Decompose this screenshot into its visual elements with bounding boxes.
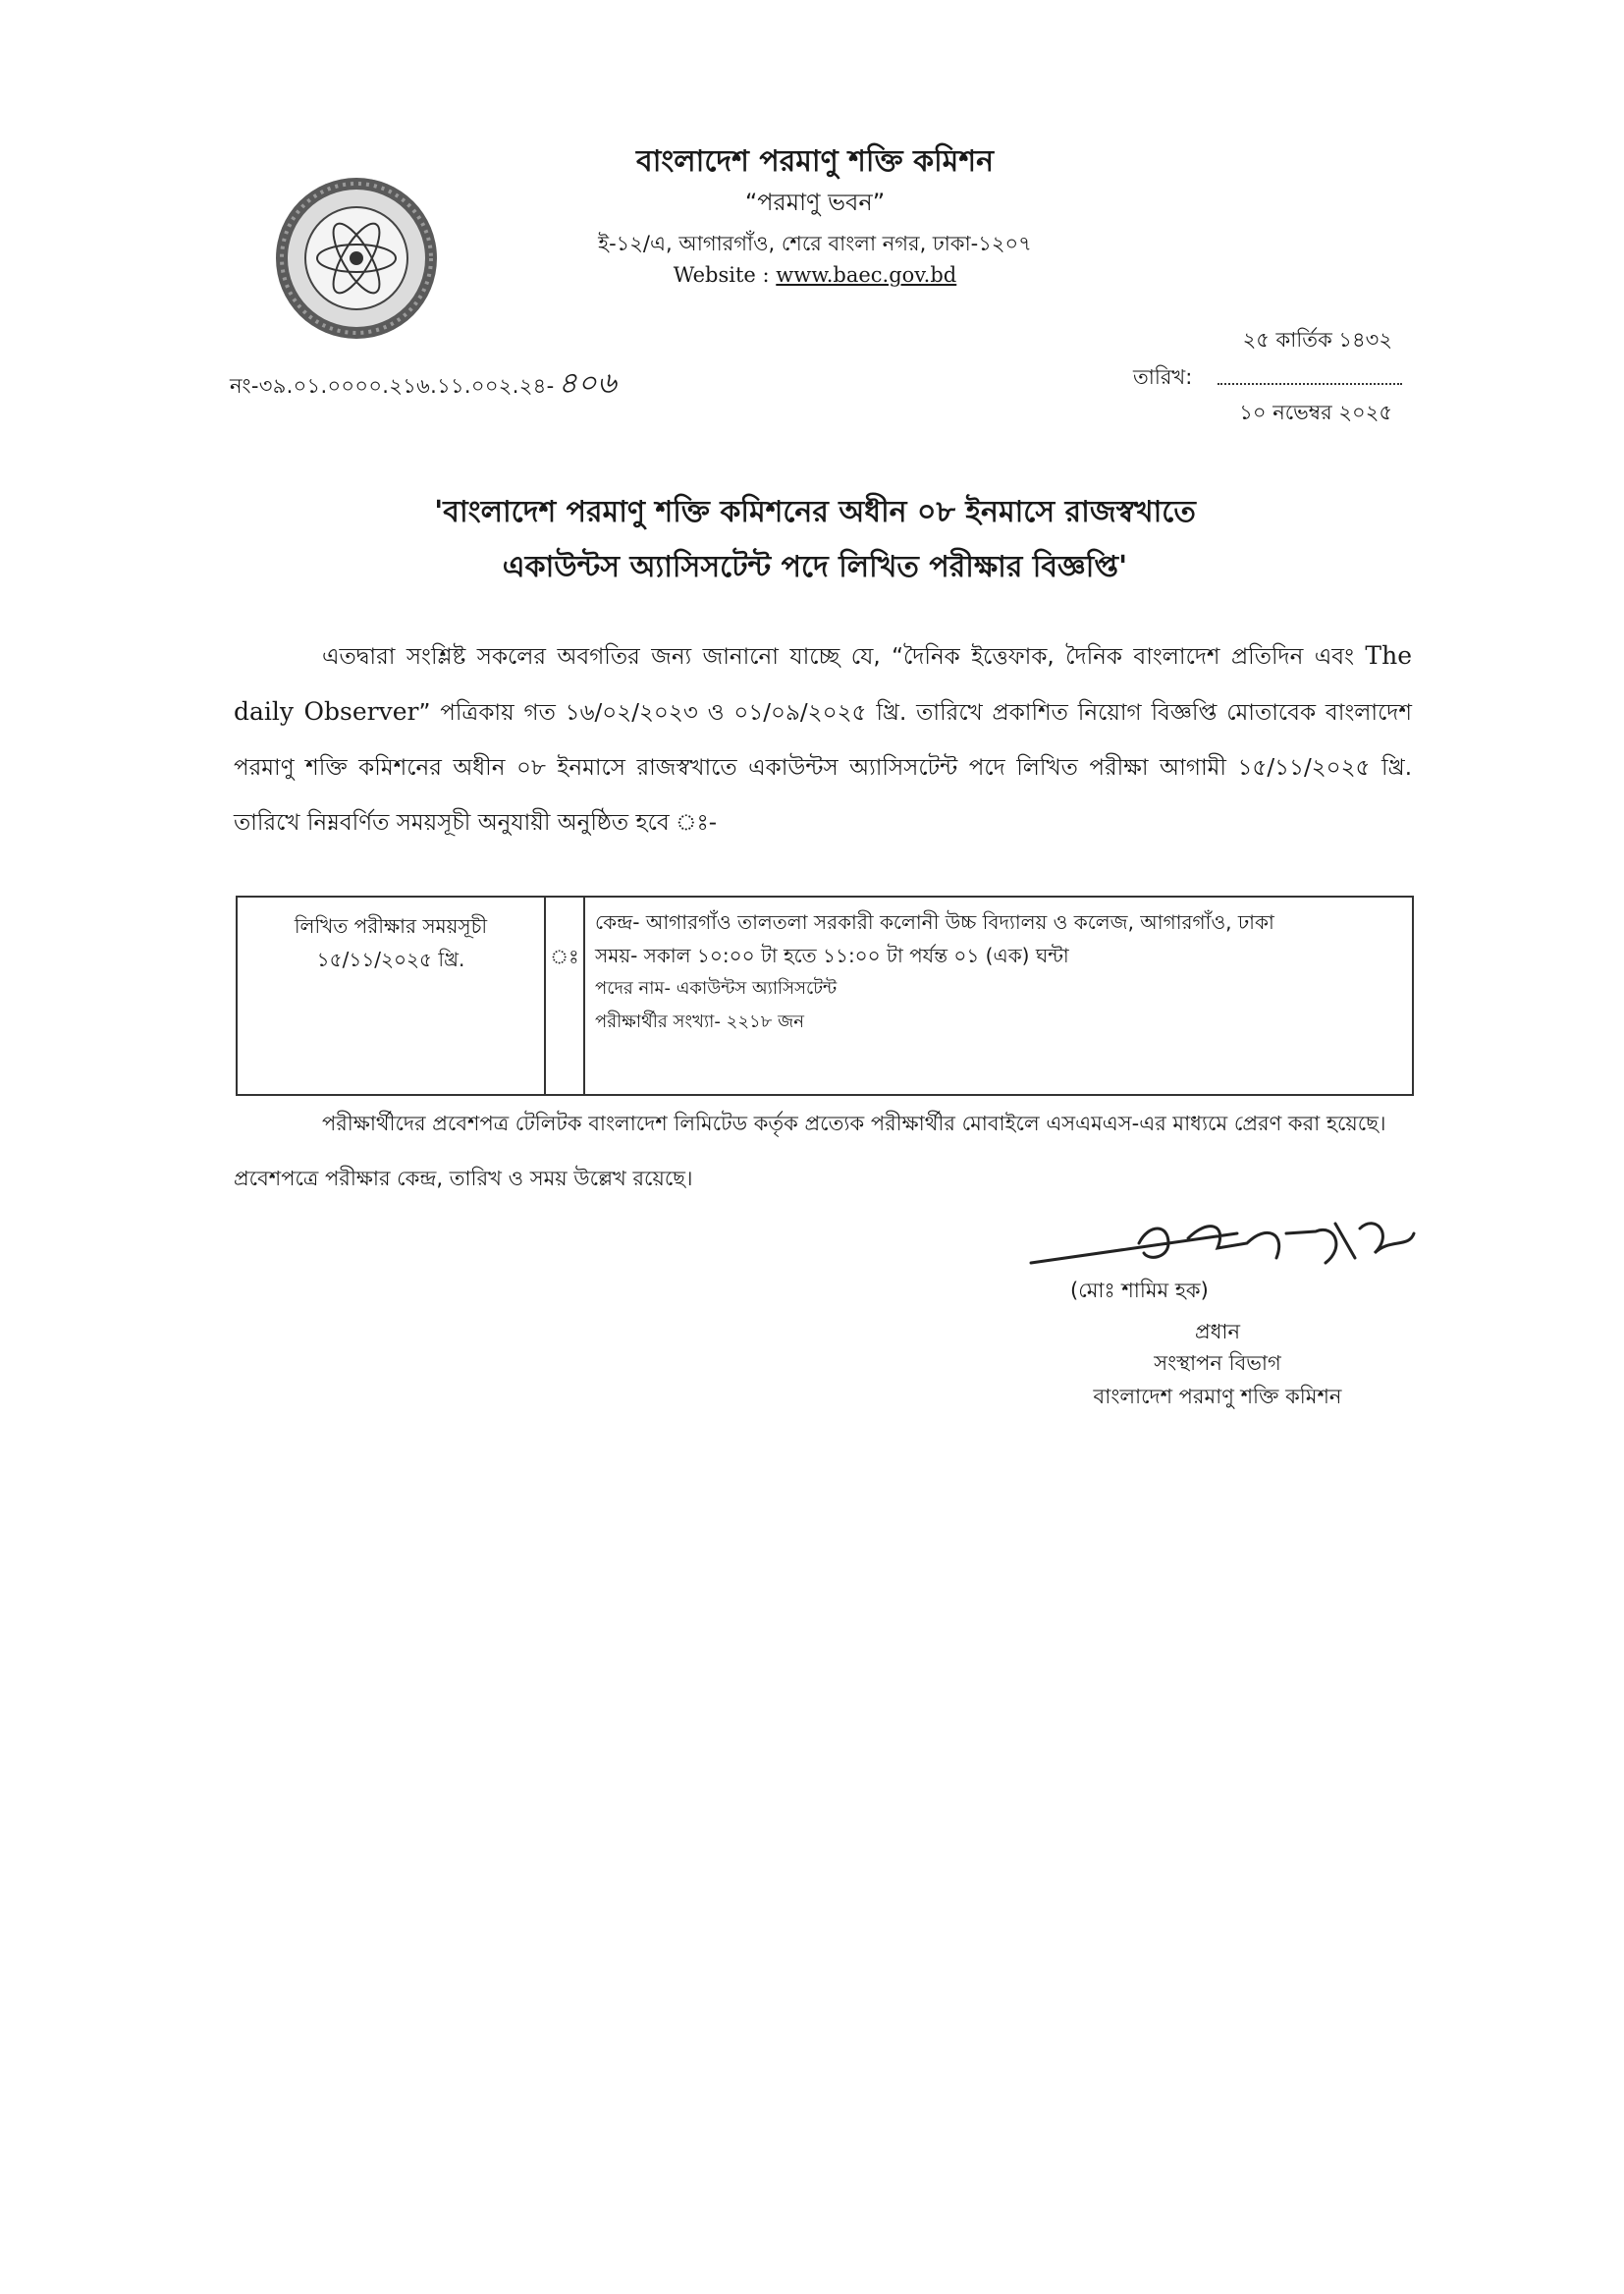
- memo-number-handwritten: ৪০৬: [558, 366, 617, 401]
- date-bangla: ২৫ কার্তিক ১৪৩২: [1242, 328, 1392, 352]
- notice-title-line-2: একাউন্টস অ্যাসিসটেন্ট পদে লিখিত পরীক্ষার বিজ্ঞপ্তি': [502, 550, 1128, 584]
- building-name: “পরমাণু ভবন”: [744, 189, 886, 216]
- date-dotted-line: [1218, 363, 1402, 385]
- schedule-label: লিখিত পরীক্ষার সময়সূচী: [294, 914, 488, 938]
- memo-number-text: নং-৩৯.০১.০০০০.২১৬.১১.০০২.২৪-: [230, 374, 555, 398]
- date-label: তারিখ:: [1133, 365, 1193, 389]
- date-english: ১০ নভেম্বর ২০২৫: [1239, 401, 1392, 424]
- website-line: [550, 263, 1080, 287]
- organization-name: বাংলাদেশ পরমাণু শক্তি কমিশন: [636, 144, 994, 179]
- baec-seal-logo: [273, 175, 440, 342]
- notice-title: [236, 485, 1394, 595]
- signatory-name: (মোঃ শামিম হক): [1070, 1279, 1209, 1302]
- para1-part-b: ” পত্রিকায় গত ১৬/০২/২০২৩ ও ০১/০৯/২০২৫ খ্রি. তারিখে প্রকাশিত নিয়োগ বিজ্ঞপ্তি মোতাবেক বাংলাদেশ পরমাণু শক্তি কমিশনের অধীন ০৮ ইনমাসে রাজস্বখাতে একাউন্টস অ্যাসিসটেন্ট পদে লিখিত পরীক্ষা আগামী ১৫/১১/২০২৫ খ্রি. তারিখে নিম্নবর্ণিত সময়সূচী অনুযায়ী অনুষ্ঠিত হবে ঃ-: [234, 700, 1412, 836]
- notice-paragraph-1: [234, 628, 1412, 850]
- signatory-department: সংস্থাপন বিভাগ: [1154, 1351, 1281, 1375]
- schedule-candidate-count: পরীক্ষার্থীর সংখ্যা- ২২১৮ জন: [595, 1011, 804, 1032]
- schedule-separator: ঃ: [545, 897, 584, 1095]
- para1-part-a: এতদ্বারা সংশ্লিষ্ট সকলের অবগতির জন্য জানানো যাচ্ছে যে, “দৈনিক ইত্তেফাক, দৈনিক বাংলাদেশ প্রতিদিন এবং: [322, 644, 1366, 670]
- schedule-time: সময়- সকাল ১০:০০ টা হতে ১১:০০ টা পর্যন্ত ০১ (এক) ঘন্টা: [595, 944, 1069, 967]
- memo-number: [230, 359, 617, 410]
- signatory-organization: বাংলাদেশ পরমাণু শক্তি কমিশন: [1093, 1385, 1342, 1408]
- website-link[interactable]: www.baec.gov.bd: [776, 263, 957, 287]
- table-row: [237, 897, 1413, 1095]
- schedule-post-name: পদের নাম- একাউন্টস অ্যাসিসটেন্ট: [595, 978, 838, 999]
- para1-newspaper-name: The daily Observer: [234, 641, 1412, 726]
- notice-paragraph-2: পরীক্ষার্থীদের প্রবেশপত্র টেলিটক বাংলাদেশ লিমিটেড কর্তৃক প্রত্যেক পরীক্ষার্থীর মোবাইলে এসএমএস-এর মাধ্যমে প্রেরণ করা হয়েছে। প্রবেশপত্রে পরীক্ষার কেন্দ্র, তারিখ ও সময় উল্লেখ রয়েছে।: [234, 1112, 1386, 1190]
- schedule-venue: কেন্দ্র- আগারগাঁও তালতলা সরকারী কলোনী উচ্চ বিদ্যালয় ও কলেজ, আগারগাঁও, ঢাকা: [595, 910, 1274, 934]
- organization-address: ই-১২/এ, আগারগাঁও, শেরে বাংলা নগর, ঢাকা-১২০৭: [598, 232, 1032, 255]
- schedule-date: ১৫/১১/২০২৫ খ্রি.: [316, 948, 465, 971]
- signatory-designation: প্রধান: [1194, 1320, 1241, 1343]
- website-label: Website :: [673, 263, 777, 287]
- exam-schedule-table: [236, 896, 1414, 1096]
- schedule-label-cell: [237, 897, 545, 1095]
- schedule-details-cell: [584, 897, 1413, 1095]
- notice-title-line-1: 'বাংলাদেশ পরমাণু শক্তি কমিশনের অধীন ০৮ ইনমাসে রাজস্বখাতে: [434, 495, 1196, 529]
